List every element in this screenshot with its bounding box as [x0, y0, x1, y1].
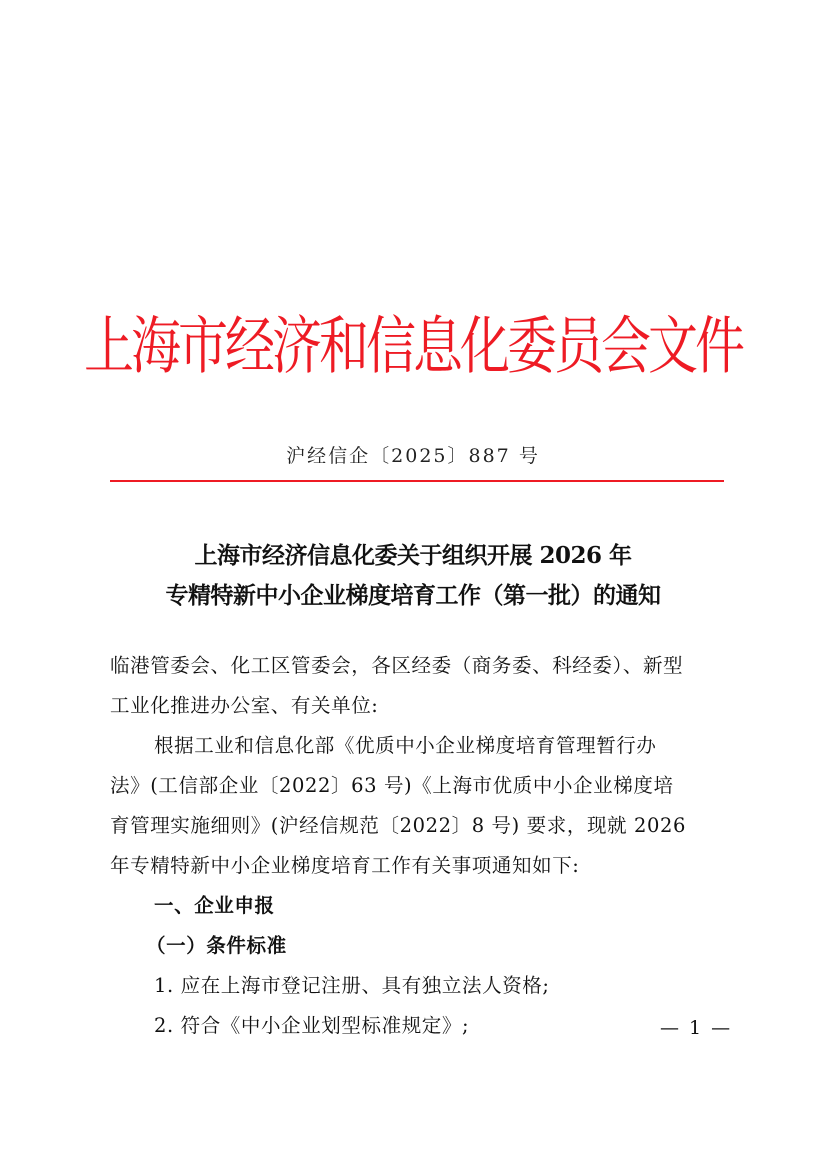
paragraph-line-3: 育管理实施细则》(沪经信规范〔2022〕8 号) 要求，现就 2026: [110, 814, 686, 837]
masthead-title: 上海市经济和信息化委员会文件: [84, 309, 742, 383]
list-item: 1. 应在上海市登记注册、具有独立法人资格;: [154, 974, 550, 997]
subsection-heading: （一）条件标准: [146, 934, 287, 957]
paragraph-line-1: 根据工业和信息化部《优质中小企业梯度培育管理暂行办: [154, 734, 657, 757]
addressee-line-2: 工业化推进办公室、有关单位:: [110, 694, 379, 717]
notice-title-line-2: 专精特新中小企业梯度培育工作（第一批）的通知: [165, 582, 661, 609]
section-heading: 一、企业申报: [154, 894, 275, 917]
notice-title-line-1: 上海市经济信息化委关于组织开展 2026 年: [194, 542, 632, 569]
paragraph-line-2: 法》(工信部企业〔2022〕63 号)《上海市优质中小企业梯度培: [110, 774, 674, 797]
red-divider-line: [110, 480, 724, 482]
document-number: 沪经信企〔2025〕887 号: [286, 445, 540, 467]
addressee-line-1: 临港管委会、化工区管委会，各区经委（商务委、科经委）、新型: [110, 654, 684, 677]
paragraph-line-4: 年专精特新中小企业梯度培育工作有关事项通知如下:: [110, 854, 580, 877]
list-item: 2. 符合《中小企业划型标准规定》;: [154, 1014, 470, 1037]
page-number: — 1 —: [660, 1017, 733, 1039]
